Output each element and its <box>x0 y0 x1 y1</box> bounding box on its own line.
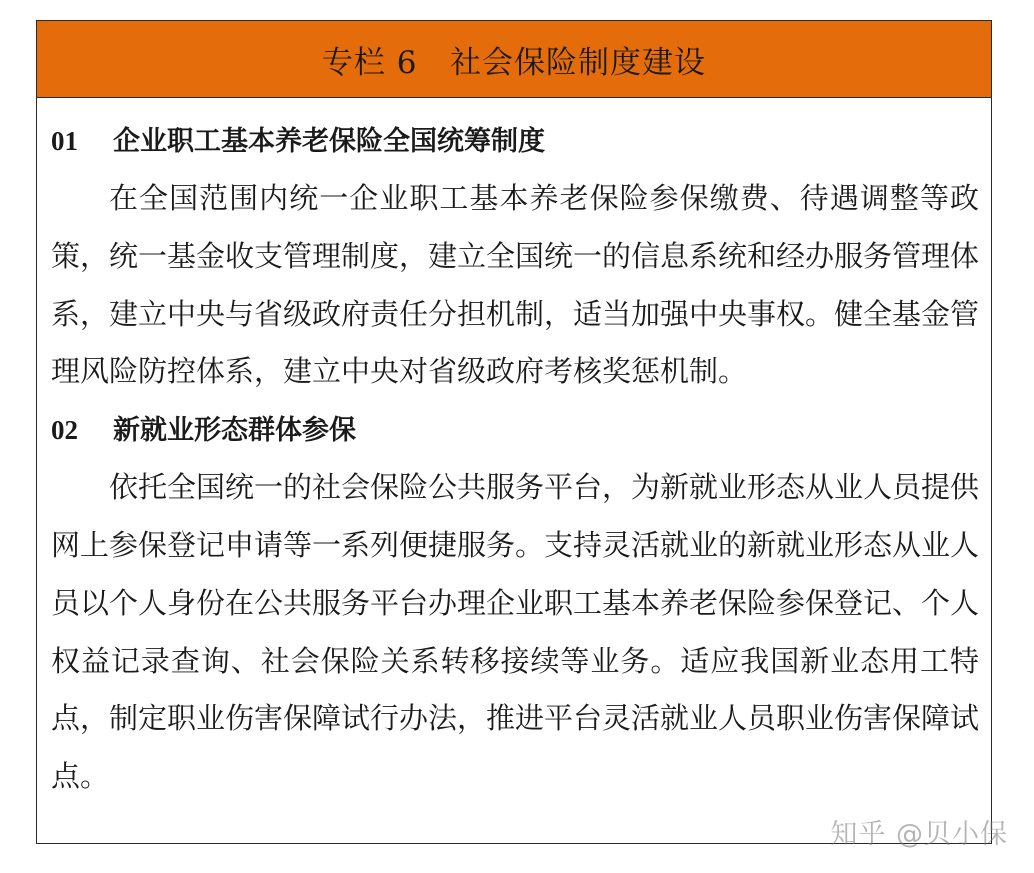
section-heading <box>51 112 979 170</box>
column-title: 专栏 6 社会保险制度建设 <box>37 21 991 98</box>
section-number: 02 <box>51 415 78 446</box>
section-number: 01 <box>51 126 78 156</box>
section-heading <box>51 401 979 459</box>
section-title: 企业职工基本养老保险全国统筹制度 <box>113 126 545 157</box>
column-box <box>36 20 992 844</box>
watermark: 知乎 @贝小保 <box>830 819 1008 850</box>
section-body: 依托全国统一的社会保险公共服务平台，为新就业形态从业人员提供网上参保登记申请等一系列便捷服务。支持灵活就业的新就业形态从业人员以个人身份在公共服务平台办理企业职工基本养老保险参保登记、个人权益记录查询、社会保险关系转移接续等业务。适应我国新业态用工特点，制定职业伤害保障试行办法，推进平台灵活就业人员职业伤害保障试点。 <box>51 470 980 794</box>
section-01 <box>51 112 979 401</box>
section-title: 新就业形态群体参保 <box>113 415 356 447</box>
section-02 <box>51 401 979 806</box>
section-body: 在全国范围内统一企业职工基本养老保险参保缴费、待遇调整等政策，统一基金收支管理制度，建立全国统一的信息系统和经办服务管理体系，建立中央与省级政府责任分担机制，适当加强中央事权。健全基金管理风险防控体系，建立中央对省级政府考核奖惩机制。 <box>51 181 980 389</box>
column-content <box>37 98 991 806</box>
